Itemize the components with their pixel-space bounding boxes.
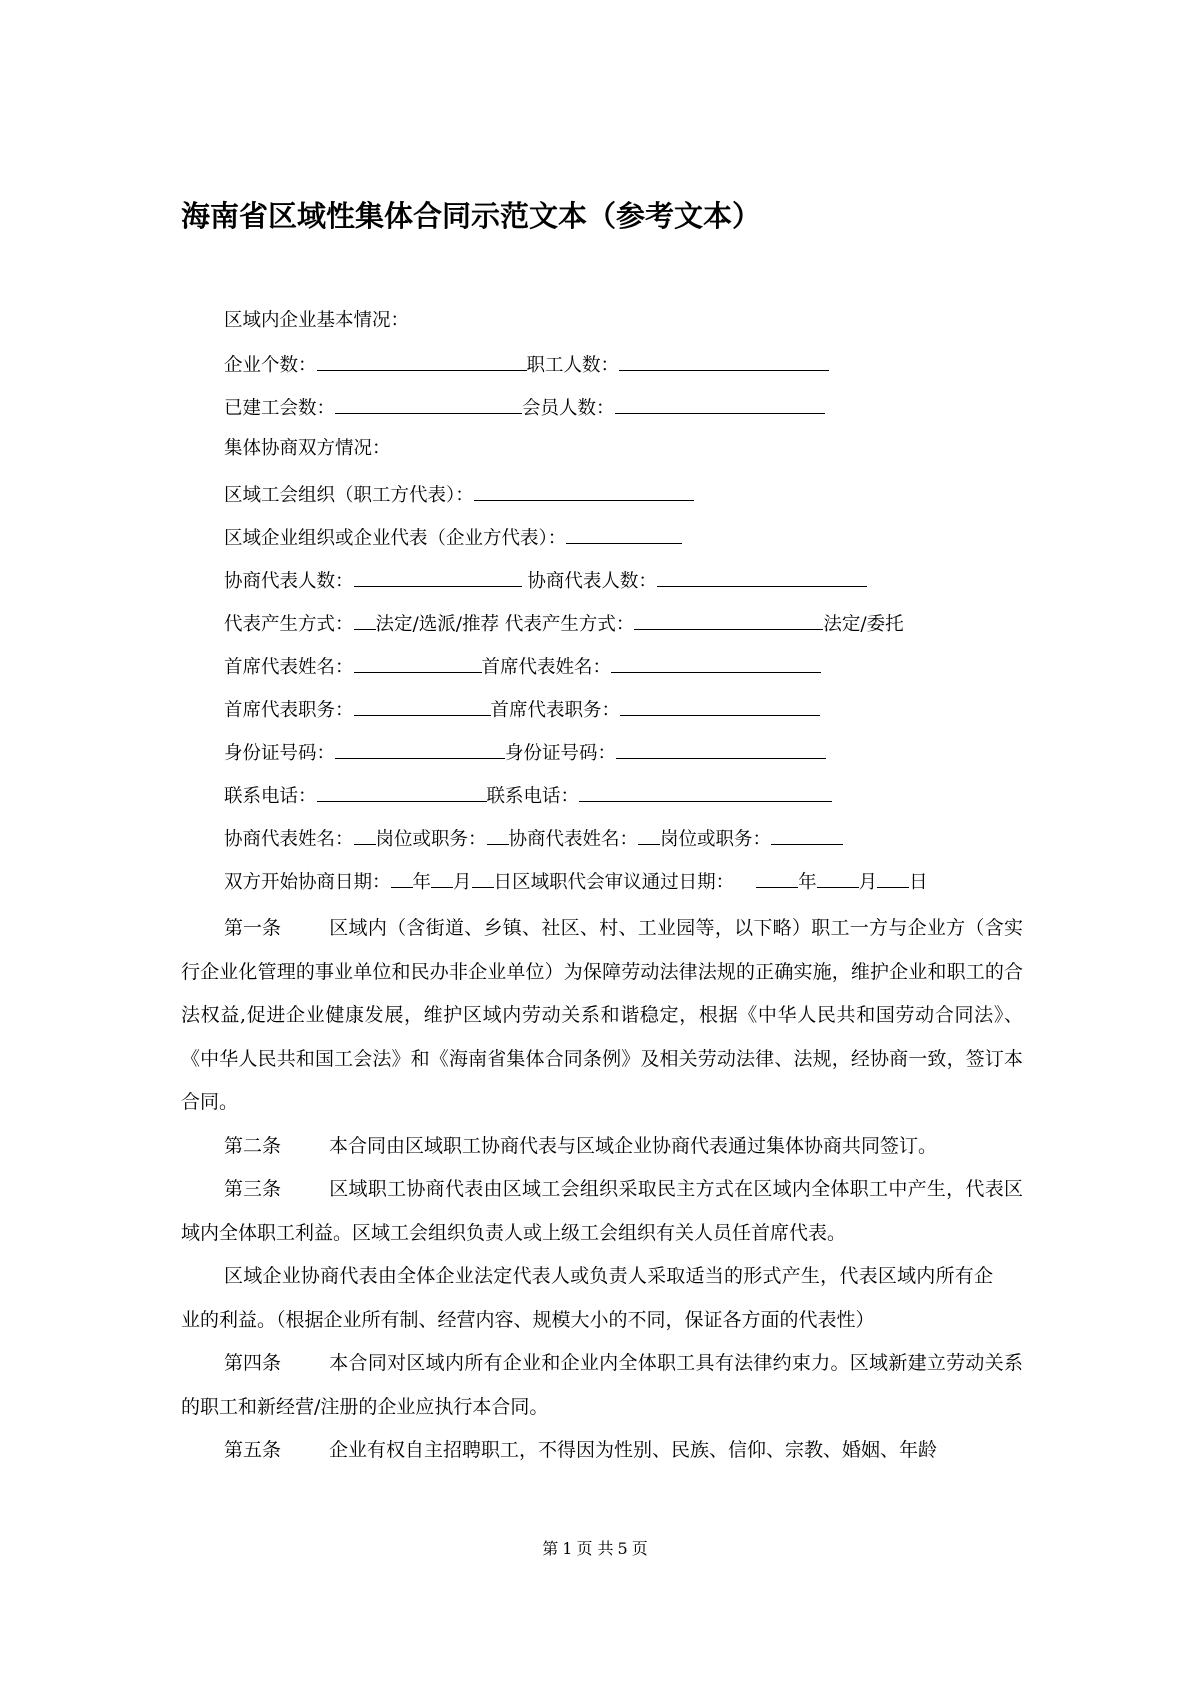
approval-year-blank[interactable] — [756, 867, 798, 888]
article-text: 企业有权自主招聘职工，不得因为性别、民族、信仰、宗教、婚姻、年龄 — [329, 1439, 938, 1461]
rep-method-row: 代表产生方式： 法定/选派/推荐 代表产生方式： 法定/委托 — [224, 609, 904, 638]
union-count-row: 已建工会数： 会员人数： — [224, 393, 825, 422]
approval-day-blank[interactable] — [877, 867, 909, 888]
rep-name-blank-b[interactable] — [638, 824, 660, 845]
article-label: 第四条 — [224, 1352, 282, 1374]
chief-post-row: 首席代表职务： 首席代表职务： — [224, 695, 820, 724]
phone-blank-b[interactable] — [579, 781, 832, 802]
article-4 — [181, 1342, 1023, 1429]
article-label: 第五条 — [224, 1439, 282, 1461]
document-title: 海南省区域性集体合同示范文本（参考文本） — [181, 199, 762, 233]
chief-post-blank-b[interactable] — [620, 695, 820, 716]
enterprise-org-blank[interactable] — [566, 523, 682, 544]
rep-method-blank-a[interactable] — [354, 609, 376, 630]
start-year-blank[interactable] — [391, 867, 413, 888]
start-day-blank[interactable] — [472, 867, 494, 888]
rep-count-row: 协商代表人数： 协商代表人数： — [224, 566, 867, 595]
id-number-row: 身份证号码： 身份证号码： — [224, 738, 826, 767]
article-5 — [181, 1429, 1023, 1473]
rep-count-blank-b[interactable] — [657, 566, 867, 587]
rep-method-blank-b[interactable] — [634, 609, 823, 630]
rep-count-blank-a[interactable] — [354, 566, 522, 587]
article-text: 区域内（含街道、乡镇、社区、村、工业园等，以下略）职工一方与企业方（含实行企业化管理的事业单位和民办非企业单位）为保障劳动法律法规的正确实施，维护企业和职工的合法权益,促进企业健康发展，维护区域内劳动关系和谐稳定，根据《中华人民共和国劳动合同法》、《中华人民共和国工会法》和《海南省集体合同条例》及相关劳动法律、法规，经协商一致，签订本合同。 — [181, 917, 1023, 1113]
enterprise-count-blank[interactable] — [317, 350, 527, 371]
member-count-blank[interactable] — [615, 393, 825, 414]
current-page: 1 — [562, 1539, 573, 1558]
date-row: 双方开始协商日期： 年 月 日区域职代会审议通过日期： 年 月 日 — [224, 867, 928, 896]
enterprise-count-row: 企业个数： 职工人数： — [224, 350, 829, 379]
chief-name-row: 首席代表姓名： 首席代表姓名： — [224, 652, 821, 681]
chief-post-blank-a[interactable] — [354, 695, 491, 716]
article-3 — [181, 1168, 1023, 1255]
article-3-paragraph-2 — [181, 1255, 1023, 1342]
article-label: 第三条 — [224, 1178, 282, 1200]
union-count-blank[interactable] — [335, 393, 522, 414]
union-org-blank[interactable] — [474, 480, 694, 501]
enterprise-info-heading: 区域内企业基本情况： — [224, 310, 410, 331]
contract-body — [181, 907, 1023, 1473]
id-number-blank-b[interactable] — [616, 738, 826, 759]
article-text: 本合同对区域内所有企业和企业内全体职工具有法律约束力。区域新建立劳动关系的职工和新经营/注册的企业应执行本合同。 — [181, 1352, 1023, 1418]
article-text: 本合同由区域职工协商代表与区域企业协商代表通过集体协商共同签订。 — [329, 1134, 938, 1157]
article-1 — [181, 907, 1023, 1125]
phone-row: 联系电话： 联系电话： — [224, 781, 832, 810]
article-label: 第二条 — [224, 1134, 282, 1157]
chief-name-blank-b[interactable] — [611, 652, 821, 673]
parties-info-heading: 集体协商双方情况： — [224, 438, 391, 459]
enterprise-org-row: 区域企业组织或企业代表（企业方代表）： — [224, 523, 682, 552]
union-org-row: 区域工会组织（职工方代表）： — [224, 480, 694, 509]
article-text: 区域职工协商代表由区域工会组织采取民主方式在区域内全体职工中产生，代表区域内全体职工利益。区域工会组织负责人或上级工会组织有关人员任首席代表。 — [181, 1178, 1023, 1244]
rep-post-blank-a[interactable] — [487, 824, 509, 845]
rep-name-row: 协商代表姓名： 岗位或职务： 协商代表姓名： 岗位或职务： — [224, 824, 843, 853]
start-month-blank[interactable] — [431, 867, 453, 888]
page-footer: 第 1 页 共 5 页 — [542, 1539, 648, 1558]
rep-name-blank-a[interactable] — [354, 824, 376, 845]
total-pages: 5 — [617, 1539, 628, 1558]
approval-month-blank[interactable] — [817, 867, 859, 888]
id-number-blank-a[interactable] — [335, 738, 505, 759]
chief-name-blank-a[interactable] — [354, 652, 482, 673]
article-2 — [181, 1125, 1023, 1169]
phone-blank-a[interactable] — [317, 781, 487, 802]
rep-post-blank-b[interactable] — [771, 824, 843, 845]
article-label: 第一条 — [224, 917, 282, 939]
article-text: 区域企业协商代表由全体企业法定代表人或负责人采取适当的形式产生，代表区域内所有企业的利益。（根据企业所有制、经营内容、规模大小的不同，保证各方面的代表性） — [181, 1265, 993, 1331]
employee-count-blank[interactable] — [619, 350, 829, 371]
